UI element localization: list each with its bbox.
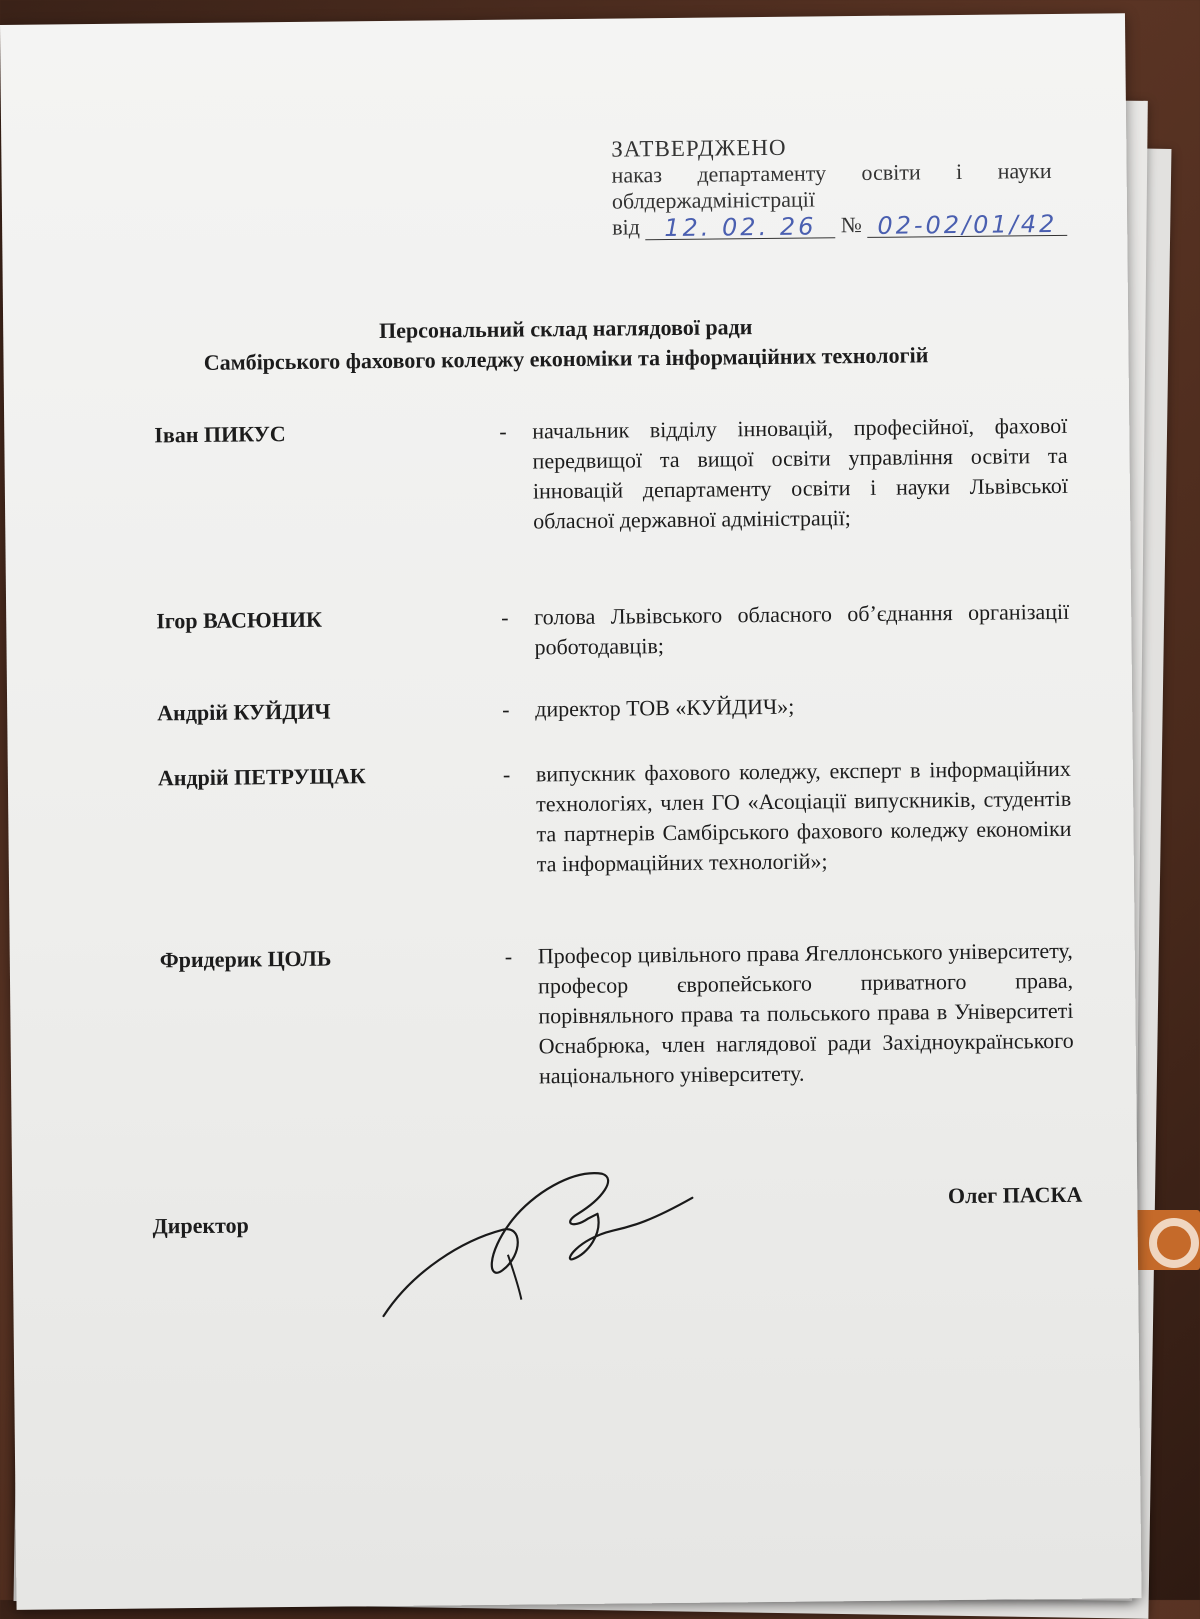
director-signature — [372, 1158, 704, 1331]
handwritten-number: 02-02/01/42 — [877, 209, 1058, 240]
signatory-role: Директор — [152, 1212, 249, 1239]
member-name: Андрій КУЙДИЧ — [157, 698, 331, 726]
orange-folder-tab — [1135, 1210, 1200, 1270]
member-description: начальник відділу інновацій, професійної, фахової передвищої та вищої освіти управління освіти та інновацій департаменту освіти і науки Львівської обласної державної адміністрації; — [532, 412, 1069, 534]
approval-word: наказ — [611, 162, 663, 188]
document-heading — [3, 308, 1129, 380]
approval-block — [611, 132, 1067, 241]
member-entry — [157, 754, 1073, 877]
member-name: Фридерик ЦОЛЬ — [159, 945, 332, 973]
member-name: Ігор ВАСЮНИК — [156, 606, 323, 634]
approval-word: департаменту — [697, 160, 827, 187]
member-dash: - — [502, 761, 511, 787]
member-dash: - — [499, 418, 507, 444]
member-description: випускник фахового коледжу, експерт в інформаційних технологіях, член ГО «Асоціації випускників, студентів та партнерів Самбірського фахового коледжу економіки та інформаційних технологій»; — [535, 755, 1072, 877]
member-dash: - — [502, 696, 510, 722]
heading-line-1: Персональний склад наглядової ради — [378, 314, 753, 344]
member-name: Іван ПИКУС — [154, 421, 286, 448]
member-entry — [159, 936, 1075, 1089]
date-prefix: від — [612, 214, 640, 240]
number-field — [867, 211, 1067, 238]
member-description: голова Львівського обласного об’єднання організації роботодавців; — [534, 598, 1070, 660]
member-dash: - — [501, 604, 509, 630]
member-description: Професор цивільного права Ягеллонського університету, професор європейського приватного права, порівняльного права та польського права в Університеті Оснабрюка, член наглядової ради Західноукраїнського національного університету. — [537, 937, 1074, 1089]
document-page — [0, 13, 1142, 1610]
member-dash: - — [504, 943, 513, 969]
member-name: Андрій ПЕТРУЩАК — [157, 763, 366, 791]
approval-title: ЗАТВЕРДЖЕНО — [611, 134, 787, 162]
approval-word: науки — [997, 157, 1052, 184]
member-entry — [154, 411, 1069, 534]
approval-authority: облдержадміністрації — [611, 186, 816, 214]
member-description: директор ТОВ «КУЙДИЧ»; — [535, 693, 795, 722]
member-entry — [156, 597, 1071, 660]
number-prefix: № — [840, 211, 862, 238]
approval-word: освіти — [861, 159, 921, 185]
approval-word: і — [955, 158, 963, 184]
handwritten-date: 12. 02. 26 — [664, 212, 817, 243]
approval-date-number-line — [612, 210, 1067, 241]
heading-line-2: Самбірського фахового коледжу економіки та інформаційних технологій — [203, 342, 929, 375]
date-field — [645, 212, 835, 243]
member-entry — [157, 689, 1072, 726]
signatory-name: Олег ПАСКА — [947, 1181, 1083, 1209]
